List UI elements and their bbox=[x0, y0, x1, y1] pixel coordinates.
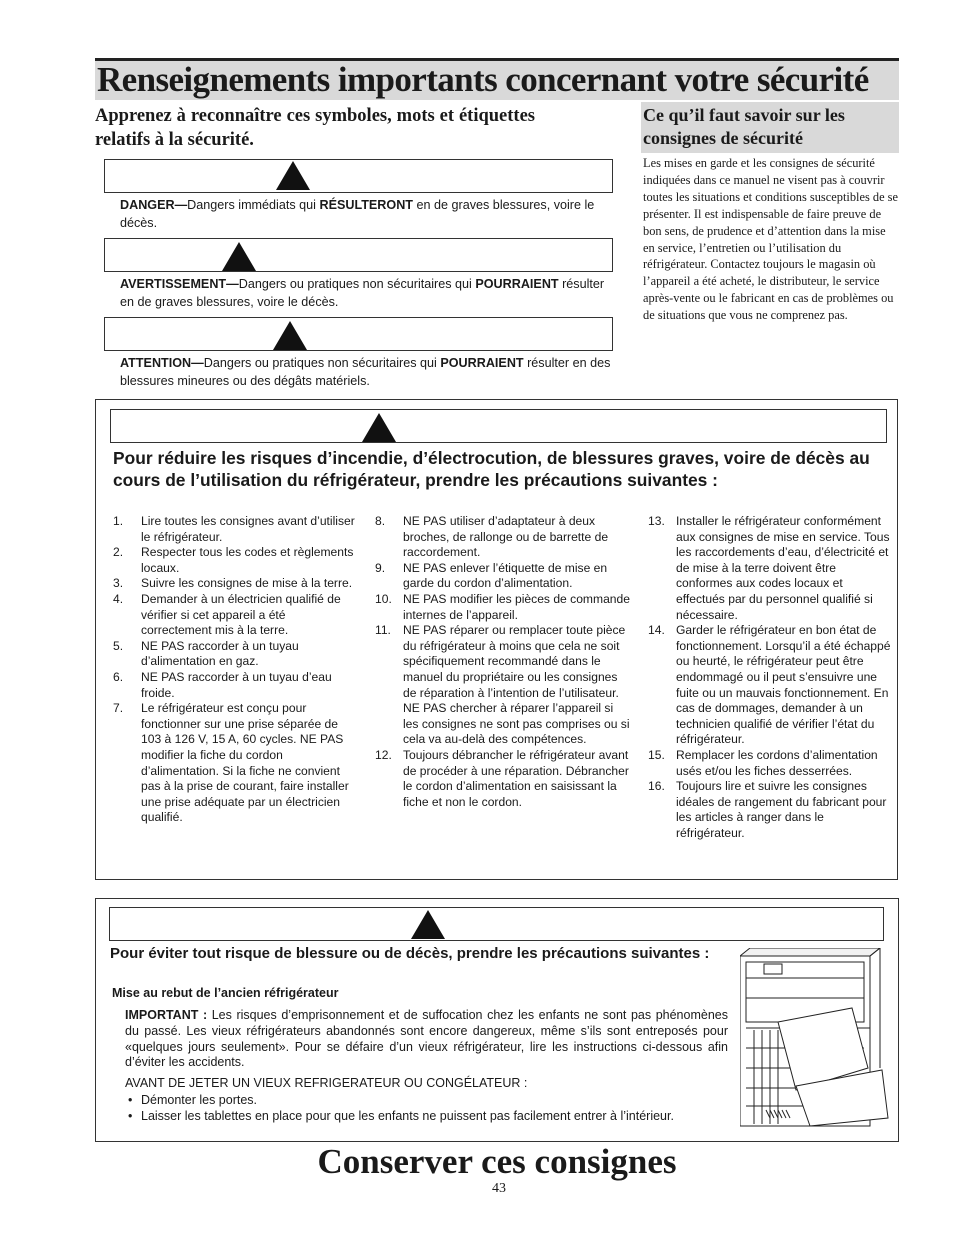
item-text: Le réfrigérateur est conçu pour fonctionner sur une prise séparée de 103 à 126 V, 15 A, 60 cycles. NE PAS modifier la fiche du cordon d’alimentation. Si la fiche ne convient pas à la prise de courant, faire installer une prise adéquate par un électricien qualifié. bbox=[141, 701, 349, 825]
item-number: 7. bbox=[113, 701, 124, 716]
intro-heading: Apprenez à reconnaître ces symboles, mots et étiquettes relatifs à la sécurité. bbox=[95, 106, 535, 150]
warning-triangle-icon bbox=[362, 413, 396, 442]
item-text: Suivre les consignes de mise à la terre. bbox=[141, 576, 353, 591]
disposal-signal-bar bbox=[109, 907, 884, 941]
list-item bbox=[375, 592, 630, 623]
list-item bbox=[648, 779, 894, 841]
signal-emphasis: POURRAIENT bbox=[475, 277, 559, 291]
danger-description bbox=[120, 196, 620, 232]
item-number: 9. bbox=[375, 560, 386, 575]
list-item bbox=[113, 514, 358, 545]
list-item bbox=[113, 592, 358, 639]
item-text: NE PAS enlever l’étiquette de mise en garde du cordon d’alimentation. bbox=[403, 560, 608, 591]
instructions-column-1 bbox=[113, 514, 358, 826]
signal-text: Dangers ou pratiques non sécuritaires qui bbox=[203, 356, 441, 370]
important-instructions-box bbox=[95, 399, 898, 880]
item-text: NE PAS utiliser d’adaptateur à deux broches, de rallonge ou de barrette de raccordement. bbox=[403, 514, 609, 560]
list-item bbox=[113, 670, 358, 701]
step-text: Démonter les portes. bbox=[141, 1093, 258, 1107]
signal-emphasis: POURRAIENT bbox=[440, 356, 524, 370]
item-number: 2. bbox=[113, 545, 124, 560]
warning-triangle-icon bbox=[222, 242, 256, 271]
item-number: 13. bbox=[648, 514, 665, 528]
signal-word: DANGER— bbox=[120, 198, 188, 212]
before-disposal-label: AVANT DE JETER UN VIEUX REFRIGERATEUR OU CONGÉLATEUR : bbox=[125, 1076, 528, 1090]
list-item bbox=[648, 748, 894, 779]
important-label: IMPORTANT : bbox=[125, 1008, 208, 1022]
signal-text: résulter en de graves blessures, voire le décès. bbox=[120, 277, 605, 309]
item-text: Installer le réfrigérateur conformément aux consignes de mise en service. Tous les raccordements d’eau, d’électricité et de mise à la terre doivent être conformes aux codes locaux et effectués par du personnel qualifié si nécessaire. bbox=[676, 514, 890, 622]
list-item bbox=[125, 1109, 700, 1125]
list-item bbox=[113, 545, 358, 576]
list-item bbox=[648, 623, 894, 748]
important-text: Les risques d’emprisonnement et de suffocation chez les enfants ne sont pas phénomènes du passé. Les vieux réfrigérateurs abandonnés sont encore dangereux, même s’ils sont entreposés pour «quelques jours seulement». Pour se défaire d’un vieux réfrigérateur, lire les instructions ci-dessous afin d’éviter les accidents. bbox=[125, 1008, 728, 1070]
instructions-column-2 bbox=[375, 514, 630, 810]
item-text: NE PAS modifier les pièces de commande internes de l’appareil. bbox=[403, 591, 630, 622]
list-item bbox=[375, 561, 630, 592]
item-number: 5. bbox=[113, 638, 124, 653]
warning-triangle-icon bbox=[273, 321, 307, 350]
item-text: Toujours lire et suivre les consignes idéales de rangement du fabricant pour les articles à ranger dans le réfrigérateur. bbox=[676, 779, 887, 840]
list-item bbox=[113, 701, 358, 826]
item-number: 14. bbox=[648, 623, 665, 638]
list-item bbox=[375, 514, 630, 561]
signal-word: AVERTISSEMENT— bbox=[120, 277, 239, 291]
instructions-signal-bar bbox=[110, 409, 887, 443]
list-item bbox=[113, 639, 358, 670]
item-number: 11. bbox=[375, 623, 391, 638]
safety-info-text: Les mises en garde et les consignes de sécurité indiquées dans ce manuel ne visent pas à couvrir toutes les situations et conditions susceptibles de se présenter. Il est indispensable de faire preuve de bon sens, de prudence et d’attention dans la mise en service, l’entretien ou l’utilisation du réfrigérateur. Contactez toujours le magasin où l’appareil a été acheté, le distributeur, le service après-vente ou le fabricant en cas de problèmes ou de situations que vous ne comprenez pas. bbox=[643, 156, 899, 323]
item-number: 8. bbox=[375, 514, 386, 528]
item-text: Demander à un électricien qualifié de vérifier si cet appareil a été correctement mis à la terre. bbox=[141, 591, 341, 638]
page-number: 43 bbox=[492, 1181, 506, 1196]
instructions-column-3 bbox=[648, 514, 894, 841]
item-text: Remplacer les cordons d’alimentation usés et/ou les fiches desserrées. bbox=[676, 747, 878, 778]
signal-text: en de graves blessures, voire le décès. bbox=[120, 198, 595, 230]
warning-description bbox=[120, 275, 620, 311]
disposal-steps bbox=[125, 1093, 700, 1124]
warning-signal-bar bbox=[104, 238, 613, 272]
page-title: Renseignements importants concernant votre sécurité bbox=[95, 58, 899, 100]
disposal-subtitle: Mise au rebut de l’ancien réfrigérateur bbox=[112, 986, 339, 1000]
caution-signal-bar bbox=[104, 317, 613, 351]
item-text: NE PAS raccorder à un tuyau d’alimentation en gaz. bbox=[141, 638, 299, 669]
disposal-heading: Pour éviter tout risque de blessure ou de décès, prendre les précautions suivantes : bbox=[110, 945, 710, 962]
item-number: 15. bbox=[648, 747, 665, 762]
keep-instructions-title: Conserver ces consignes bbox=[317, 1142, 677, 1181]
item-text: Respecter tous les codes et règlements locaux. bbox=[141, 545, 354, 575]
warning-triangle-icon bbox=[411, 910, 445, 939]
item-text: Toujours débrancher le réfrigérateur avant de procéder à une réparation. Débrancher le cordon d’alimentation en saisissant la fiche et non le cordon. bbox=[403, 747, 629, 809]
item-number: 3. bbox=[113, 576, 124, 591]
warning-triangle-icon bbox=[276, 161, 310, 190]
item-number: 6. bbox=[113, 669, 124, 684]
item-text: NE PAS raccorder à un tuyau d’eau froide. bbox=[141, 669, 332, 700]
danger-signal-bar bbox=[104, 159, 613, 193]
list-item bbox=[375, 748, 630, 810]
item-text: Garder le réfrigérateur en bon état de fonctionnement. Lorsqu’il a été échappé ou heurté, le réfrigérateur peut être endommagé ou il peut s’ensuivre une fuite ou un mauvais fonctionnement. En cas de dommages, demander à un technicien qualifié de vérifier l’état du réfrigérateur. bbox=[676, 623, 891, 747]
caution-description bbox=[120, 354, 620, 390]
list-item bbox=[113, 576, 358, 592]
important-paragraph bbox=[125, 1008, 728, 1071]
item-number: 12. bbox=[375, 747, 392, 762]
signal-text: Dangers ou pratiques non sécuritaires qui bbox=[238, 277, 476, 291]
bullet: • bbox=[128, 1093, 133, 1107]
item-text: Lire toutes les consignes avant d’utiliser le réfrigérateur. bbox=[141, 514, 355, 544]
step-text: Laisser les tablettes en place pour que les enfants ne puissent pas facilement entrer à l’intérieur. bbox=[141, 1108, 674, 1123]
signal-word: ATTENTION— bbox=[120, 356, 204, 370]
old-refrigerator-illustration bbox=[740, 948, 890, 1128]
list-item bbox=[648, 514, 894, 623]
instructions-heading: Pour réduire les risques d’incendie, d’électrocution, de blessures graves, voire de décès au cours de l’utilisation du réfrigérateur, prendre les précautions suivantes : bbox=[113, 448, 870, 490]
signal-text: résulter en des blessures mineures ou des dégâts matériels. bbox=[120, 356, 611, 388]
signal-text: Dangers immédiats qui bbox=[187, 198, 320, 212]
item-text: NE PAS réparer ou remplacer toute pièce du réfrigérateur à moins que cela ne soit spécifiquement recommandé dans le manuel du propriétaire ou les consignes de réparation à l’intention de l’utilisateur. NE PAS chercher à réparer l’appareil si les consignes ne sont pas comprises ou si cela va au-delà des compétences. bbox=[403, 623, 630, 747]
list-item bbox=[125, 1093, 700, 1109]
safety-info-box bbox=[641, 102, 899, 324]
item-number: 10. bbox=[375, 591, 392, 606]
item-number: 16. bbox=[648, 779, 665, 794]
item-number: 4. bbox=[113, 591, 124, 606]
list-item bbox=[375, 623, 630, 748]
safety-info-heading: Ce qu’il faut savoir sur les consignes de sécurité bbox=[641, 102, 899, 153]
bullet: • bbox=[128, 1108, 133, 1123]
item-number: 1. bbox=[113, 514, 124, 528]
signal-emphasis: RÉSULTERONT bbox=[319, 198, 413, 212]
